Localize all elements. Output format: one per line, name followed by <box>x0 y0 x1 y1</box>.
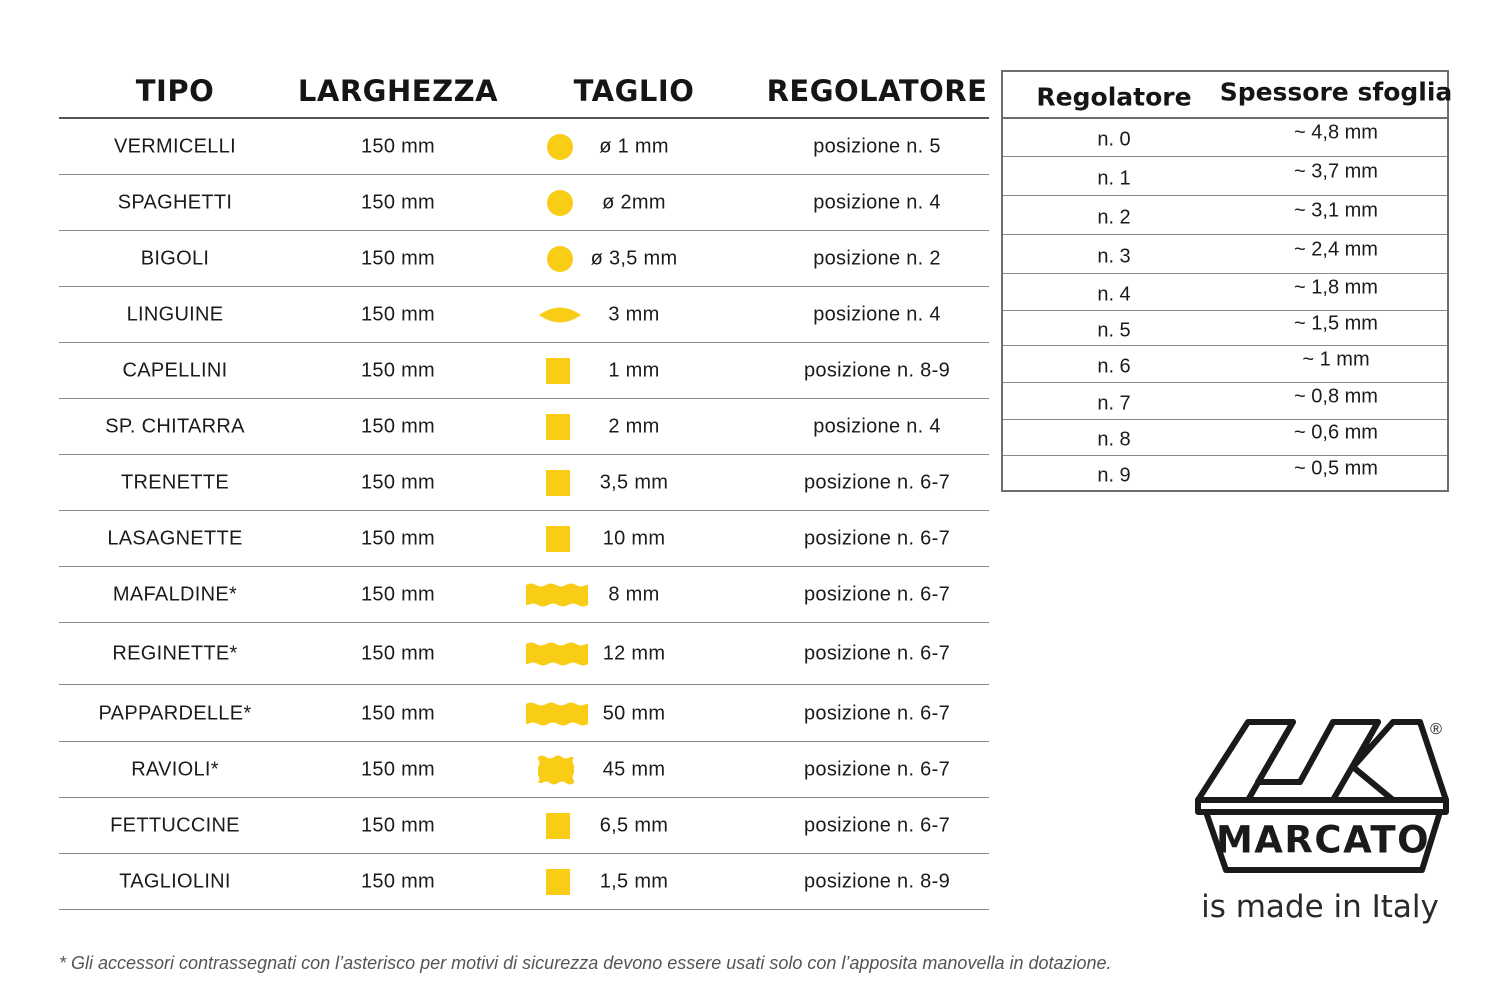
cell-regolatore: posizione n. 6-7 <box>803 471 951 494</box>
thickness-row <box>1003 345 1447 383</box>
cell-spessore: ~ 1 mm <box>1302 348 1370 370</box>
cell-larghezza: 150 mm <box>360 814 436 837</box>
table-row <box>59 853 989 910</box>
cell-regolatore-n: n. 7 <box>1097 392 1131 414</box>
cell-spessore: ~ 0,5 mm <box>1294 457 1378 479</box>
cell-taglio: 8 mm <box>608 583 660 606</box>
header-tipo: TIPO <box>135 74 215 108</box>
cell-taglio: 2 mm <box>608 415 660 438</box>
table-row <box>59 398 989 455</box>
cell-tipo: BIGOLI <box>140 247 210 270</box>
cell-taglio: 12 mm <box>602 642 666 665</box>
cell-regolatore-n: n. 5 <box>1097 319 1131 341</box>
thickness-row <box>1003 195 1447 235</box>
cell-spessore: ~ 1,8 mm <box>1294 276 1378 298</box>
cell-regolatore: posizione n. 8-9 <box>803 870 951 893</box>
cell-larghezza: 150 mm <box>360 527 436 550</box>
cell-regolatore: posizione n. 6-7 <box>803 758 951 781</box>
cell-spessore: ~ 0,8 mm <box>1294 385 1378 407</box>
thickness-row <box>1003 382 1447 420</box>
cell-tipo: PAPPARDELLE* <box>98 702 252 724</box>
table-row <box>59 797 989 854</box>
table-row <box>59 174 989 231</box>
cell-taglio: ø 1 mm <box>599 135 669 157</box>
cell-spessore: ~ 3,7 mm <box>1294 160 1378 182</box>
circle-icon <box>547 246 574 273</box>
cell-taglio: 1,5 mm <box>599 870 669 893</box>
cell-regolatore-n: n. 3 <box>1097 245 1131 267</box>
cell-regolatore-n: n. 2 <box>1097 206 1131 228</box>
cell-tipo: LASAGNETTE <box>107 527 243 550</box>
cell-taglio: ø 3,5 mm <box>590 247 678 270</box>
cell-larghezza: 150 mm <box>360 870 436 893</box>
cell-larghezza: 150 mm <box>360 642 436 665</box>
square-icon <box>546 869 570 895</box>
cell-taglio: 6,5 mm <box>599 814 669 837</box>
cell-tipo: MAFALDINE* <box>112 583 238 606</box>
header-spessore: Spessore sfoglia <box>1219 77 1453 107</box>
pasta-cut-table-header <box>59 60 989 119</box>
logo-tagline: is made in Italy <box>1201 889 1439 925</box>
thickness-row <box>1003 419 1447 456</box>
table-row <box>59 741 989 798</box>
cell-taglio: 1 mm <box>608 359 660 382</box>
thickness-row <box>1003 273 1447 311</box>
cell-larghezza: 150 mm <box>360 583 436 606</box>
thickness-row <box>1003 117 1447 157</box>
ellipse-icon <box>538 306 582 324</box>
cell-tipo: LINGUINE <box>126 303 224 326</box>
wavy-square-icon <box>538 754 574 786</box>
thickness-table <box>1001 70 1453 492</box>
cell-tipo: VERMICELLI <box>114 135 236 157</box>
cell-regolatore-n: n. 8 <box>1097 428 1131 451</box>
cell-larghezza: 150 mm <box>360 191 436 214</box>
wavy-ribbon-icon <box>526 701 588 727</box>
table-row <box>59 454 989 511</box>
table-row <box>59 286 989 343</box>
cell-tipo: SP. CHITARRA <box>105 415 245 438</box>
cell-tipo: TAGLIOLINI <box>119 870 231 893</box>
cell-regolatore: posizione n. 8-9 <box>803 359 951 382</box>
cell-tipo: SPAGHETTI <box>117 191 233 214</box>
cell-taglio: 3 mm <box>608 303 660 326</box>
cell-spessore: ~ 1,5 mm <box>1294 312 1378 334</box>
cell-tipo: FETTUCCINE <box>110 814 240 837</box>
cell-regolatore-n: n. 4 <box>1097 283 1131 305</box>
cell-taglio: 3,5 mm <box>599 471 669 494</box>
table-row <box>59 117 989 175</box>
cell-larghezza: 150 mm <box>360 702 436 724</box>
header-taglio: TAGLIO <box>573 74 695 108</box>
wavy-ribbon-icon <box>526 582 588 608</box>
registered-mark: ® <box>1430 721 1442 738</box>
cell-regolatore: posizione n. 2 <box>813 247 941 270</box>
cell-regolatore: posizione n. 6-7 <box>803 814 951 837</box>
cell-spessore: ~ 2,4 mm <box>1294 238 1378 260</box>
thickness-row <box>1003 455 1447 490</box>
table-row <box>59 230 989 287</box>
cell-taglio: 10 mm <box>602 527 666 550</box>
cell-regolatore: posizione n. 4 <box>813 303 941 326</box>
cell-tipo: RAVIOLI* <box>131 758 219 781</box>
cell-larghezza: 150 mm <box>360 359 436 382</box>
table-row <box>59 622 989 685</box>
cell-tipo: TRENETTE <box>121 471 229 494</box>
cell-larghezza: 150 mm <box>360 758 436 781</box>
cell-larghezza: 150 mm <box>360 415 436 438</box>
square-icon <box>546 358 570 384</box>
cell-regolatore-n: n. 1 <box>1097 167 1131 189</box>
cell-spessore: ~ 4,8 mm <box>1294 121 1378 143</box>
cell-taglio: 45 mm <box>602 758 666 781</box>
cell-regolatore: posizione n. 6-7 <box>803 583 951 606</box>
cell-regolatore: posizione n. 6-7 <box>803 642 951 665</box>
cell-larghezza: 150 mm <box>360 247 436 270</box>
cell-regolatore: posizione n. 6-7 <box>803 527 951 550</box>
cell-regolatore: posizione n. 6-7 <box>803 702 951 724</box>
cell-regolatore: posizione n. 4 <box>813 191 941 214</box>
cell-tipo: REGINETTE* <box>112 642 238 665</box>
pasta-cut-table <box>59 60 989 893</box>
cell-spessore: ~ 0,6 mm <box>1294 421 1378 444</box>
cell-larghezza: 150 mm <box>360 471 436 494</box>
circle-icon <box>547 190 574 217</box>
thickness-row <box>1003 234 1447 274</box>
thickness-row <box>1003 310 1447 346</box>
header-larghezza: LARGHEZZA <box>297 74 499 108</box>
square-icon <box>546 526 570 552</box>
marcato-wordmark: MARCATO <box>1215 818 1431 862</box>
cell-spessore: ~ 3,1 mm <box>1294 199 1378 221</box>
cell-larghezza: 150 mm <box>360 303 436 326</box>
cell-taglio: ø 2mm <box>602 191 666 214</box>
cell-taglio: 50 mm <box>602 702 666 724</box>
footnote: * Gli accessori contrassegnati con l’asterisco per motivi di sicurezza devono essere usati solo con l’apposita manovella in dotazione. <box>59 953 1112 973</box>
circle-icon <box>547 133 574 160</box>
cell-larghezza: 150 mm <box>360 135 436 157</box>
cell-regolatore: posizione n. 5 <box>813 135 941 157</box>
cell-regolatore-n: n. 0 <box>1097 128 1131 150</box>
table-row <box>59 510 989 567</box>
cell-regolatore-n: n. 6 <box>1097 355 1131 377</box>
header-regolatore-side: Regolatore <box>1036 82 1192 112</box>
wavy-ribbon-icon <box>526 641 588 667</box>
cell-regolatore-n: n. 9 <box>1097 464 1131 486</box>
table-row <box>59 566 989 623</box>
square-icon <box>546 470 570 496</box>
cell-regolatore: posizione n. 4 <box>813 415 941 438</box>
square-icon <box>546 813 570 839</box>
table-row <box>59 684 989 742</box>
thickness-table-header <box>1003 72 1453 119</box>
square-icon <box>546 414 570 440</box>
cell-tipo: CAPELLINI <box>122 359 228 382</box>
header-regolatore: REGOLATORE <box>766 74 988 108</box>
table-row <box>59 342 989 399</box>
thickness-row <box>1003 156 1447 196</box>
